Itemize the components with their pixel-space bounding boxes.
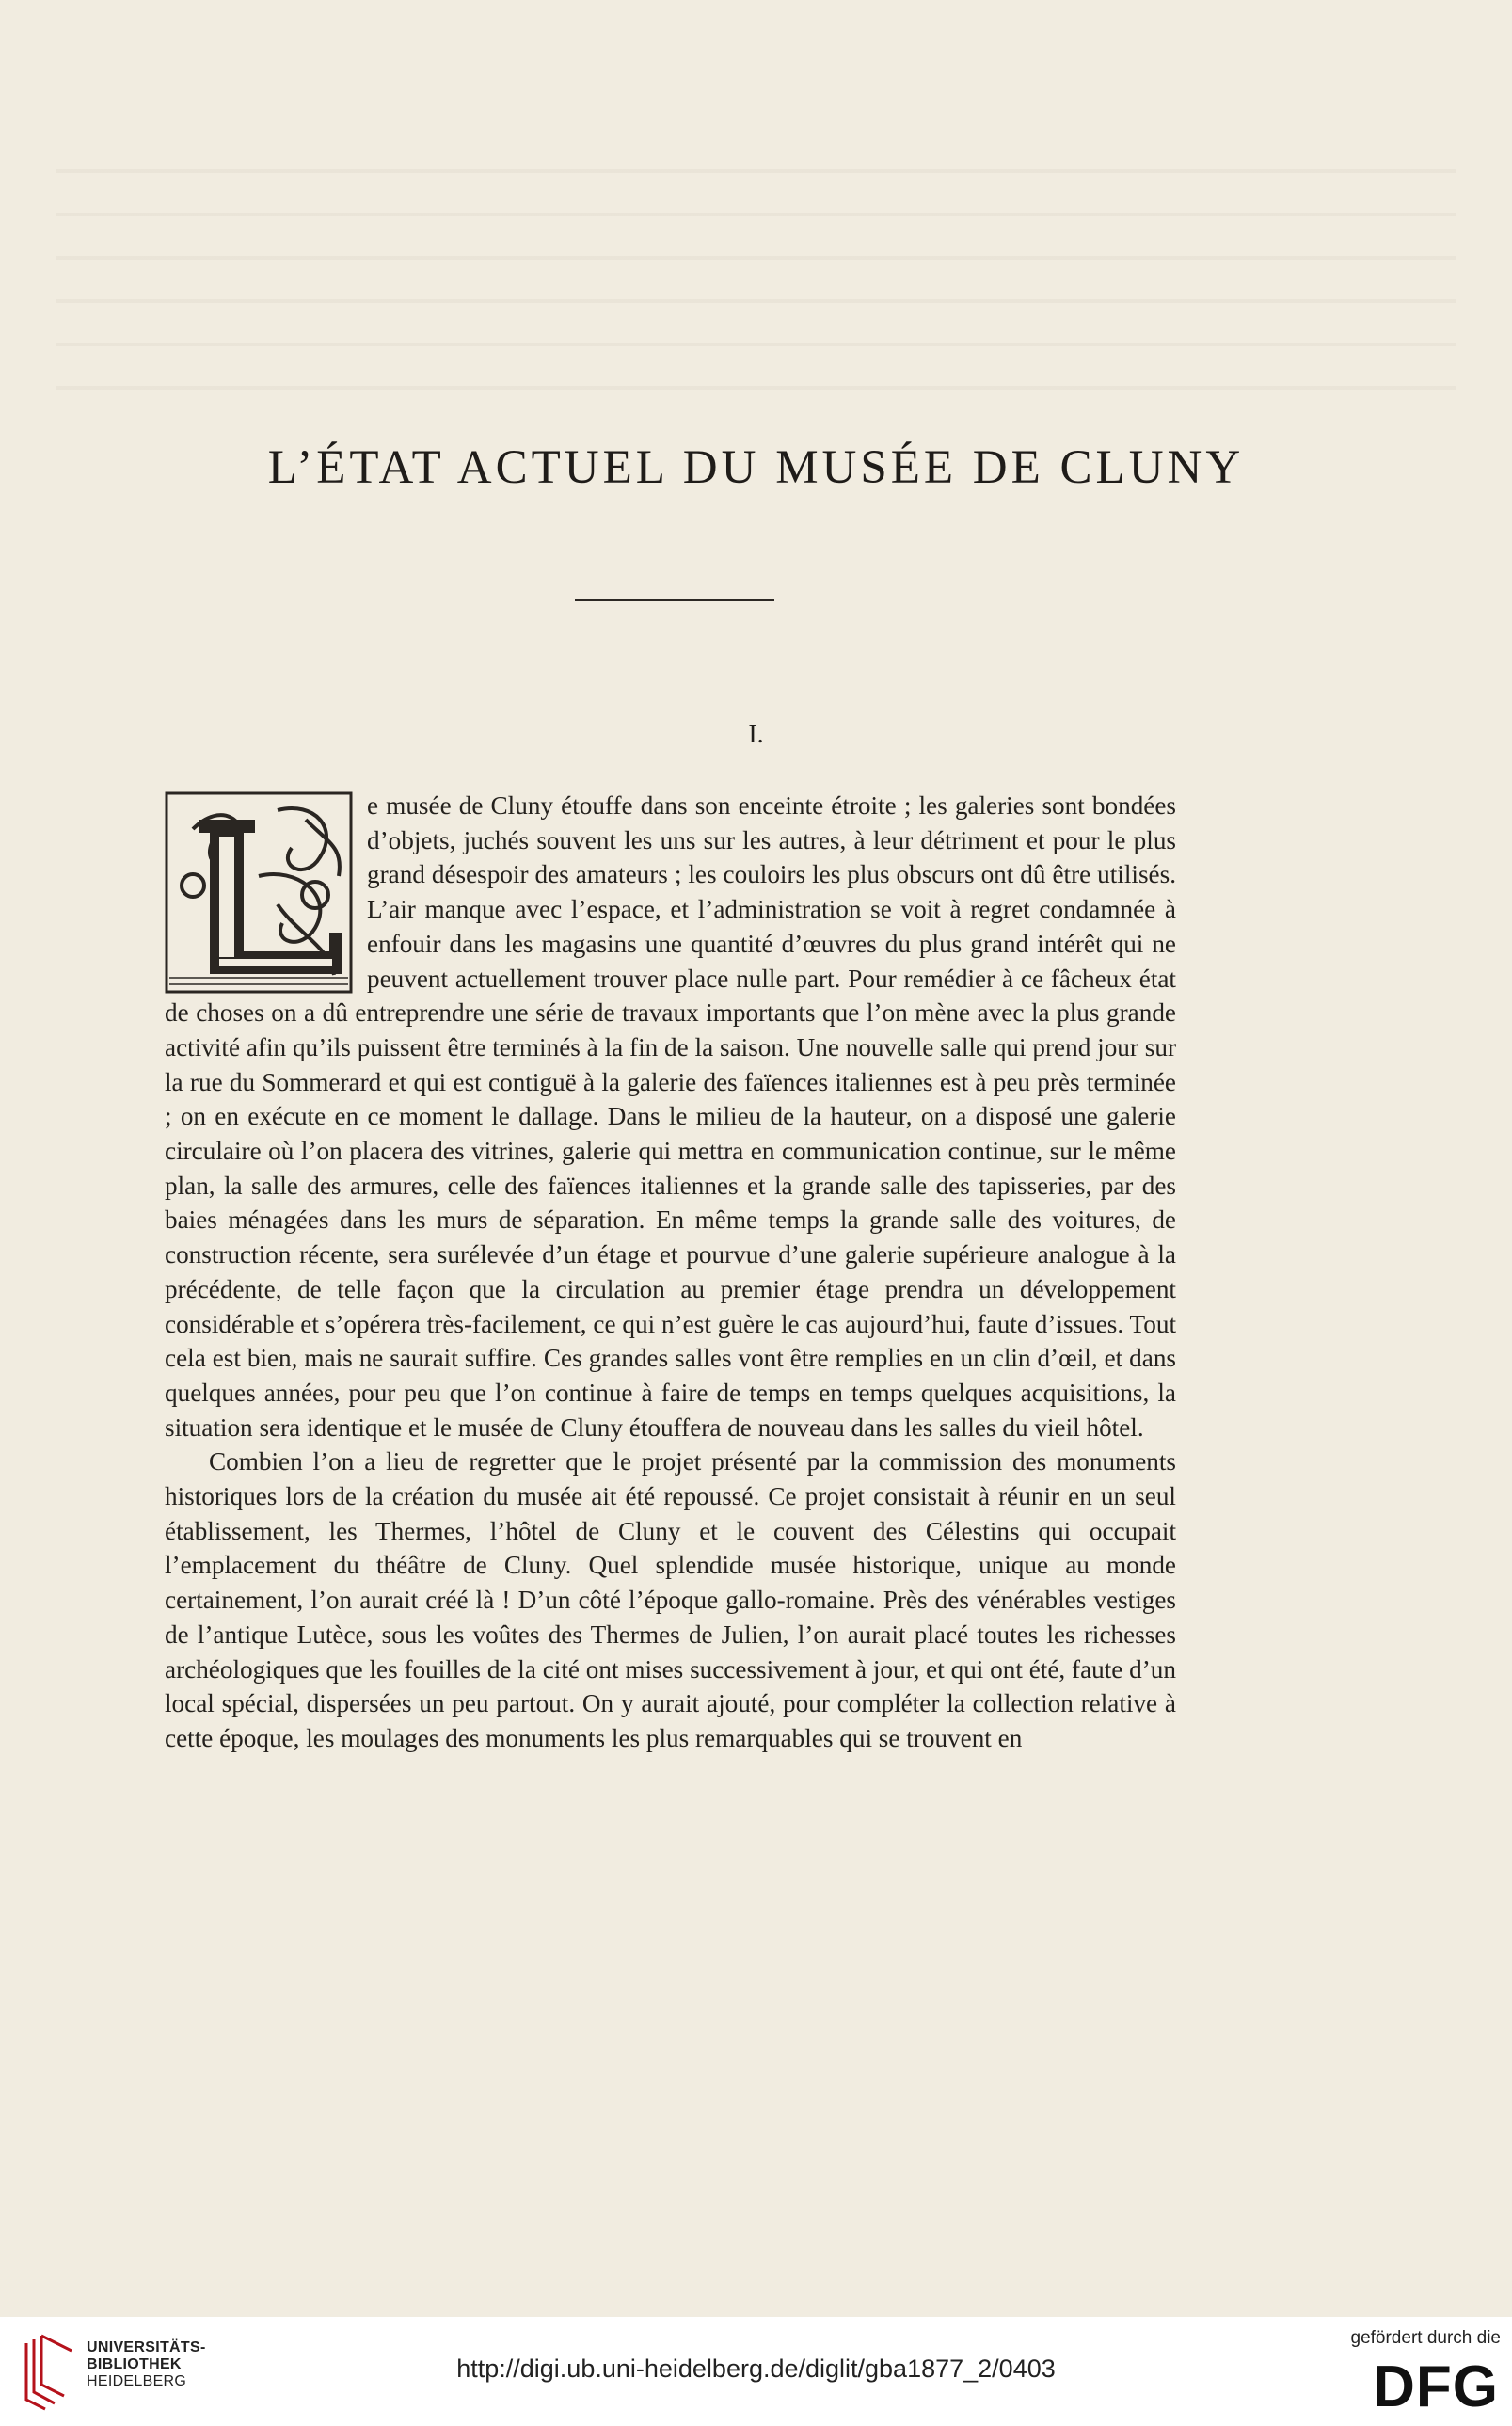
title-divider — [575, 599, 774, 601]
dfg-logo: DFG — [1373, 2354, 1499, 2419]
paragraph-1-text: e musée de Cluny étouffe dans son enceinte étroite ; les galeries sont bondées d’objets, juchés souvent les uns sur les autres, à leur détriment et pour le plus grand désespoir des amateurs ; les couloirs les plus obscurs ont dû être utilisés. L’air manque avec l’espace, et l’administration se voit à regret condamnée à enfouir dans les magasins une quantité d’œuvres du plus grand intérêt qui ne peuvent actuellement trouver place nulle part. Pour remédier à ce fâcheux état de choses on a dû entreprendre une série de travaux importants que l’on mène avec la plus grande activité afin qu’ils puissent être terminés à la fin de la saison. Une nouvelle salle qui prend jour sur la rue du Sommerard et qui est contiguë à la galerie des faïences italiennes est à peu près terminée ; on en exécute en ce moment le dallage. Dans le milieu de la hauteur, on a disposé une galerie circulaire où l’on placera des vitrines, galerie qui mettra en communication continue, sur le même plan, la salle des armures, celle des faïences italiennes et la grande salle des tapisseries, par des baies ménagées dans les murs de séparation. En même temps la grande salle des voitures, de construction récente, sera surélevée d’un étage et pourvue d’une galerie supérieure analogue à la précédente, de telle façon que la circulation au premier étage prendra un développement considérable et s’opérera très-facilement, ce qui n’est guère le cas aujourd’hui, faute d’issues. Tout cela est bien, mais ne saurait suffire. Ces grandes salles vont être remplies en un clin d’œil, et dans quelques années, pour peu que l’on continue à faire de temps en temps quelques acquisitions, la situation sera identique et le musée de Cluny étouffera de nouveau dans les salles du vieil hôtel. — [165, 791, 1176, 1442]
ornamental-drop-cap — [165, 791, 353, 994]
library-name-line-1: UNIVERSITÄTS- — [87, 2339, 206, 2355]
library-name-line-2: BIBLIOTHEK — [87, 2356, 182, 2372]
paragraph-1 — [165, 789, 1176, 1444]
show-through-text — [56, 169, 1456, 414]
funded-by-label: gefördert durch die — [1350, 2328, 1501, 2348]
article-body — [165, 789, 1176, 1756]
permalink-url[interactable]: http://digi.ub.uni-heidelberg.de/diglit/gba1877_2/0403 — [456, 2354, 1056, 2383]
library-name-line-3: HEIDELBERG — [87, 2373, 187, 2389]
article-title: L’ÉTAT ACTUEL DU MUSÉE DE CLUNY — [267, 441, 1245, 494]
paragraph-2: Combien l’on a lieu de regretter que le projet présenté par la commission des monuments historiques lors de la création du musée ait été repoussé. Ce projet consistait à réunir en un seul établissement, les Thermes, l’hôtel de Cluny et le couvent des Célestins qui occupait l’emplacement du théâtre de Cluny. Quel splendide musée historique, unique au monde certainement, l’on aurait créé là ! D’un côté l’époque gallo-romaine. Près des vénérables vestiges de l’antique Lutèce, sous les voûtes des Thermes de Julien, l’on aurait placé toutes les richesses archéologiques que les fouilles de la cité ont mises successivement à jour, et qui ont été, faute d’un local spécial, dispersées un peu partout. On y aurait ajouté, pour compléter la collection relative à cette époque, les moulages des monuments les plus remarquables qui se trouvent en — [165, 1447, 1176, 1752]
digitization-footer — [0, 2317, 1512, 2426]
section-number: I. — [748, 720, 764, 749]
